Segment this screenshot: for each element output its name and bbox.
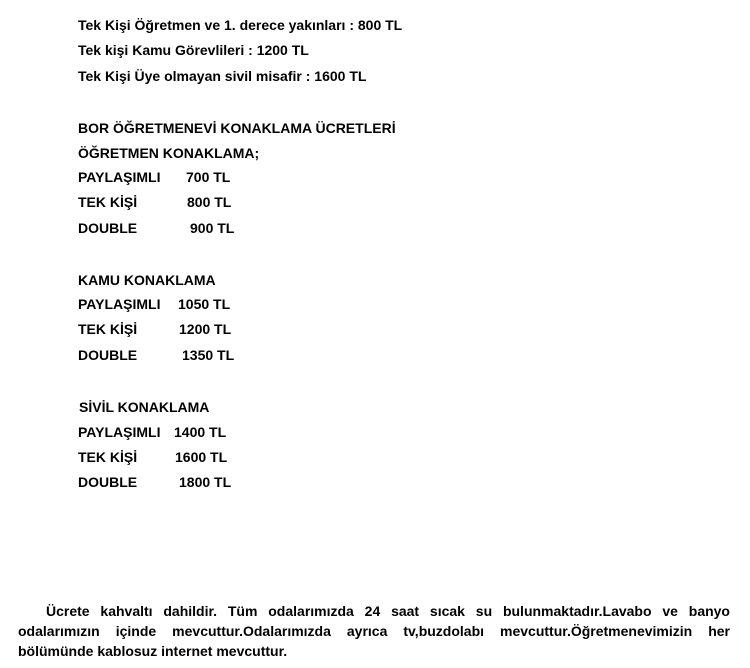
room-price: 1800 TL bbox=[179, 474, 232, 490]
room-price: 1050 TL bbox=[178, 296, 231, 312]
room-type-label: PAYLAŞIMLI bbox=[78, 296, 161, 312]
price-row bbox=[78, 220, 378, 238]
rate-public-servant: Tek kişi Kamu Görevlileri : 1200 TL bbox=[78, 42, 309, 58]
room-type-label: PAYLAŞIMLI bbox=[78, 424, 161, 440]
room-price: 700 TL bbox=[186, 169, 231, 185]
room-price: 1400 TL bbox=[174, 424, 227, 440]
section-title-civilian: SİVİL KONAKLAMA bbox=[79, 399, 210, 415]
room-price: 1600 TL bbox=[175, 449, 228, 465]
room-price: 900 TL bbox=[190, 220, 235, 236]
price-row bbox=[78, 194, 378, 212]
room-type-label: TEK KİŞİ bbox=[78, 194, 138, 210]
page-title: BOR ÖĞRETMENEVİ KONAKLAMA ÜCRETLERİ bbox=[78, 120, 396, 136]
room-price: 1350 TL bbox=[182, 347, 235, 363]
room-type-label: DOUBLE bbox=[78, 474, 138, 490]
price-row bbox=[78, 474, 378, 492]
rate-teacher: Tek Kişi Öğretmen ve 1. derece yakınları : 800 TL bbox=[78, 17, 403, 33]
rate-civilian-guest: Tek Kişi Üye olmayan sivil misafir : 1600 TL bbox=[78, 68, 367, 84]
room-type-label: TEK KİŞİ bbox=[78, 449, 138, 465]
price-row bbox=[78, 321, 378, 339]
section-title-teacher: ÖĞRETMEN KONAKLAMA; bbox=[78, 145, 260, 161]
price-row bbox=[78, 424, 378, 442]
room-type-label: DOUBLE bbox=[78, 220, 138, 236]
room-type-label: TEK KİŞİ bbox=[78, 321, 138, 337]
room-price: 800 TL bbox=[187, 194, 232, 210]
price-row bbox=[78, 347, 378, 365]
price-row bbox=[78, 296, 378, 314]
room-type-label: PAYLAŞIMLI bbox=[78, 169, 161, 185]
section-title-public: KAMU KONAKLAMA bbox=[78, 272, 216, 288]
amenities-paragraph: Ücrete kahvaltı dahildir. Tüm odalarımızda 24 saat sıcak su bulunmaktadır.Lavabo ve banyo odalarımızın içinde mevcuttur.Odalarımızda ayrıca tv,buzdolabı mevcuttur.Öğretmenevimizin her bölümünde kablosuz internet mevcuttur. bbox=[18, 603, 730, 659]
room-price: 1200 TL bbox=[179, 321, 232, 337]
price-row bbox=[78, 449, 378, 467]
price-row bbox=[78, 169, 378, 187]
room-type-label: DOUBLE bbox=[78, 347, 138, 363]
